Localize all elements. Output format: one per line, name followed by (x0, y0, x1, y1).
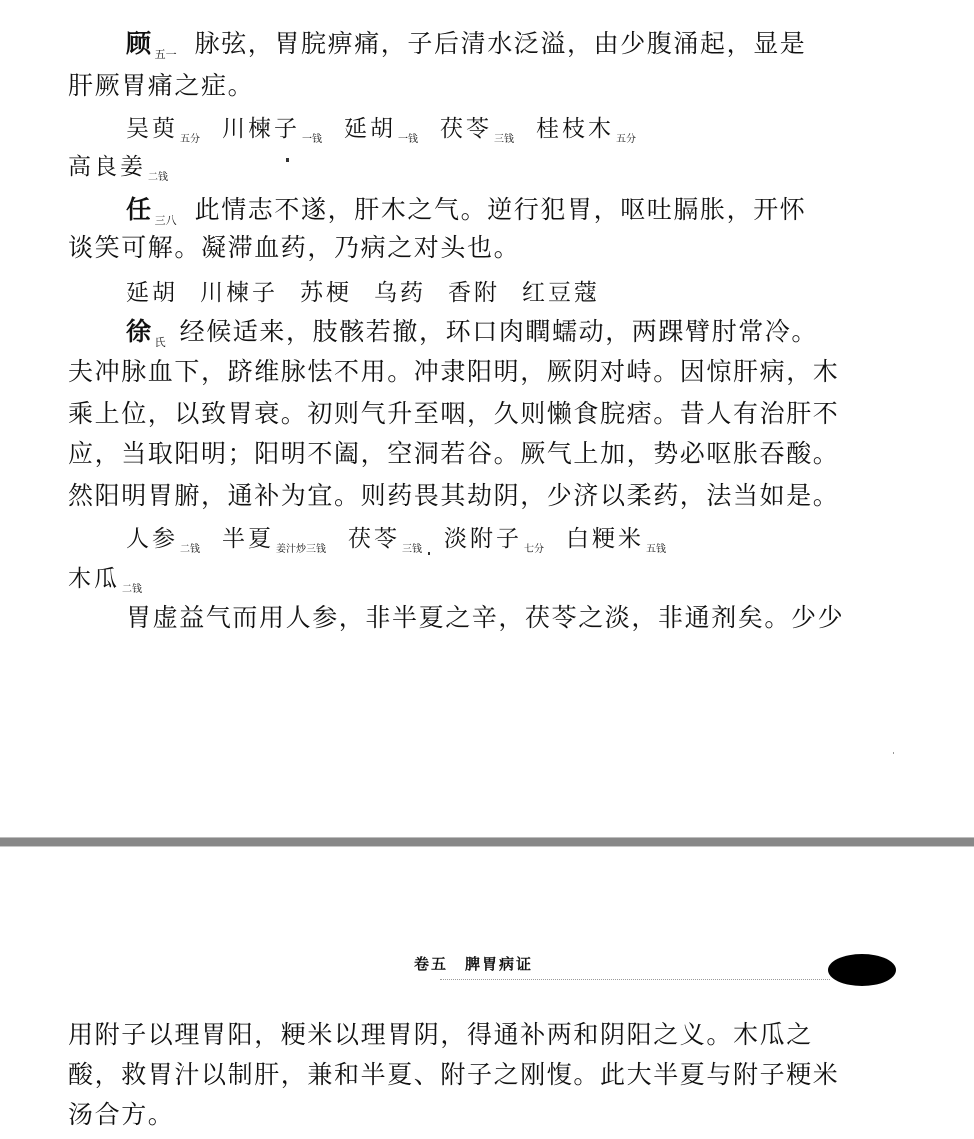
case-ren-text-1: 此情志不遂，肝木之气。逆行犯胃，呕吐膈胀，开怀 (194, 195, 807, 224)
continuation-line-3: 汤合方。 (68, 1100, 175, 1129)
herb-item: 苏梗 (300, 280, 352, 306)
case-gu-line-2: 肝厥胃痛之症。 (68, 71, 255, 100)
herb-item: 桂枝木 $_{五分}$ (536, 116, 636, 145)
herb-item: 茯苓 $_{三钱}$ (440, 116, 514, 145)
continuation-line-2: 酸，救胃汁以制肝，兼和半夏、附子之刚愎。此大半夏与附子粳米 (68, 1060, 840, 1089)
herb-item: 人参 $_{二钱}$ (126, 526, 200, 555)
case-xu-commentary-1: 胃虚益气而用人参，非半夏之辛，茯苓之淡，非通剂矣。少少 (126, 603, 845, 632)
case-gu-prescription (126, 108, 636, 160)
case-ren-number: 三八 (154, 214, 177, 227)
page-separator (0, 837, 974, 847)
herb-item: 延胡 $_{一钱}$ (344, 116, 418, 145)
page-number-blob (828, 954, 896, 986)
herb-item: 木瓜 $_{二钱}$ (68, 566, 142, 595)
case-xu-line-4: 应，当取阳明；阳明不阖，空洞若谷。厥气上加，势必呕胀吞酸。 (68, 439, 840, 468)
herb-item: 吴萸 $_{五分}$ (126, 116, 200, 145)
running-header: 卷五 脾胃病证 (414, 955, 534, 973)
herb-item: 红豆蔻 (522, 280, 600, 306)
case-gu-number: 五一 (154, 48, 177, 61)
herb-item: 淡附子 $_{七分}$ (444, 526, 544, 555)
case-xu-text-1: 经候适来，肢骸若撤，环口肉瞤蠕动，两踝臂肘常冷。 (179, 317, 819, 346)
case-xu-number: 氏 (154, 336, 166, 349)
case-xu-prescription (126, 518, 666, 570)
scan-speck (428, 552, 430, 555)
case-xu-line-3: 乘上位，以致胃衰。初则气升至咽，久则懒食脘痞。昔人有治肝不 (68, 399, 840, 428)
herb-item: 川楝子 (200, 280, 278, 306)
herb-item: 乌药 (374, 280, 426, 306)
scan-speck (893, 752, 894, 754)
herb-item: 茯苓 $_{三钱}$ (348, 526, 422, 555)
continuation-line-1: 用附子以理胃阳，粳米以理胃阴，得通补两和阴阳之义。木瓜之 (68, 1020, 813, 1049)
case-xu-line-2: 夫冲脉血下，跻维脉怯不用。冲隶阳明，厥阴对峙。因惊肝病，木 (68, 357, 840, 386)
case-ren-line-2: 谈笑可解。凝滞血药，乃病之对头也。 (68, 233, 521, 262)
case-xu-name: 徐 (126, 317, 153, 346)
case-gu-name: 顾 (126, 29, 153, 58)
page-bottom (0, 847, 974, 1139)
header-rule (440, 979, 830, 980)
case-gu-text-1: 脉弦，胃脘痹痛，子后清水泛溢，由少腹涌起，显是 (194, 29, 807, 58)
case-ren-name: 任 (126, 195, 153, 224)
herb-item: 半夏 $_{姜汁炒三钱}$ (222, 526, 326, 555)
herb-item: 高良姜 $_{二钱}$ (68, 154, 168, 183)
case-ren-prescription (126, 272, 600, 313)
herb-item: 白粳米 $_{五钱}$ (566, 526, 666, 555)
case-xu-line-5: 然阳明胃腑，通补为宜。则药畏其劫阴，少济以柔药，法当如是。 (68, 481, 840, 510)
herb-item: 香附 (448, 280, 500, 306)
herb-item: 延胡 (126, 280, 178, 306)
herb-item: 川楝子 $_{一钱}$ (222, 116, 322, 145)
scan-speck (286, 158, 289, 162)
